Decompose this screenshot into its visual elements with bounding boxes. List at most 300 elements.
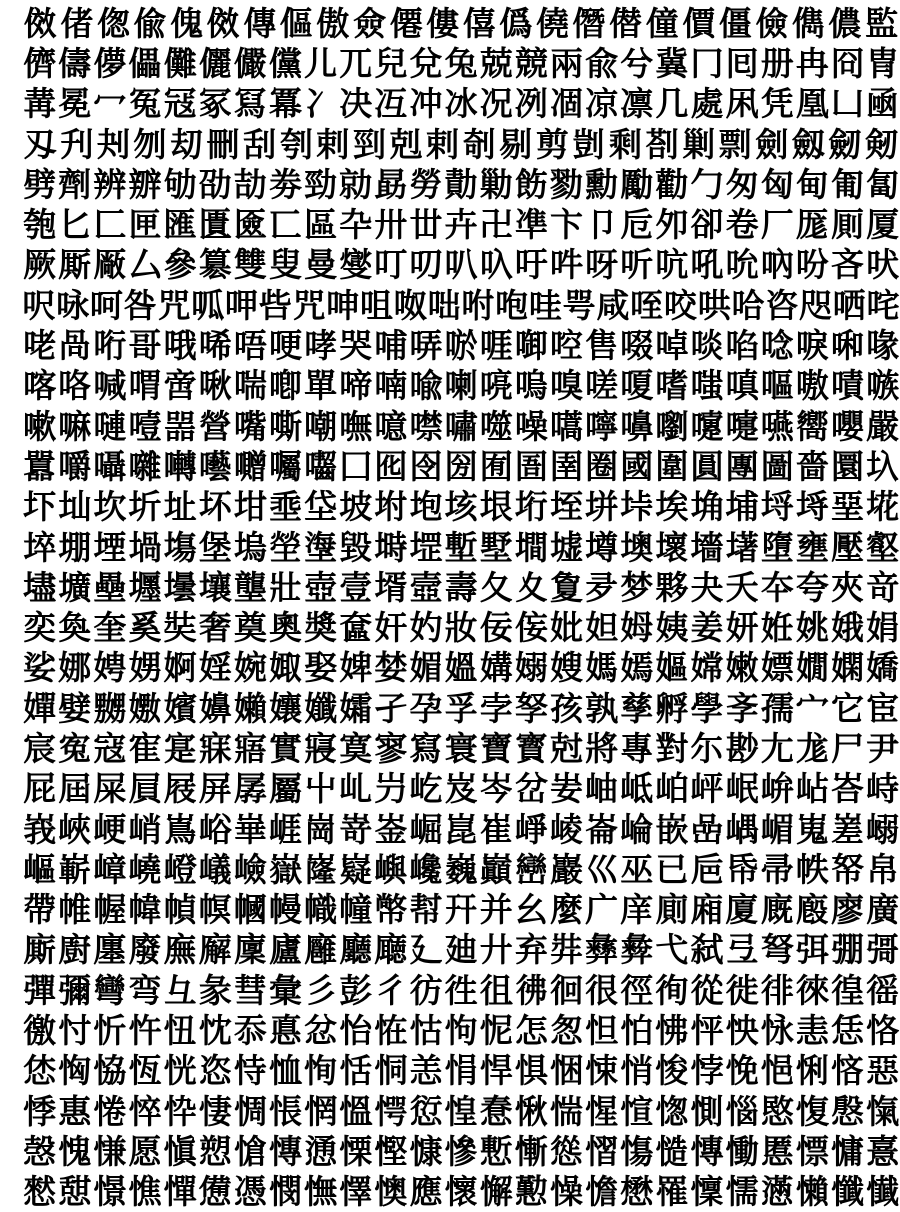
glyph-cell: 廂 [690, 890, 724, 930]
glyph-cell: 刎 [133, 124, 167, 164]
glyph-cell: 囈 [198, 446, 232, 486]
glyph-cell: 儺 [163, 43, 197, 83]
glyph-cell: 囀 [163, 446, 197, 486]
glyph-cell: 廱 [304, 930, 338, 970]
glyph-cell: 厠 [830, 205, 864, 245]
glyph-cell: 喩 [409, 366, 443, 406]
glyph-cell: 嚏 [725, 406, 759, 446]
glyph-cell: 競 [514, 43, 548, 83]
glyph-cell: 勦 [479, 164, 513, 204]
glyph-cell: 广 [585, 890, 619, 930]
glyph-cell: 嫂 [549, 648, 583, 688]
glyph-cell: 壙 [58, 567, 92, 607]
glyph-cell: 惻 [690, 1091, 724, 1131]
glyph-cell: 奢 [198, 608, 232, 648]
glyph-cell: 嗽 [23, 406, 57, 446]
glyph-cell: 懦 [725, 1172, 759, 1212]
glyph-cell: 寔 [163, 728, 197, 768]
glyph-cell: 傚 [23, 3, 57, 43]
glyph-cell: 匳 [233, 205, 267, 245]
glyph-cell: 妍 [725, 608, 759, 648]
glyph-cell: 夘 [655, 205, 689, 245]
glyph-cell: 剴 [572, 124, 606, 164]
glyph-cell: 岶 [655, 769, 689, 809]
glyph-cell: 傲 [316, 3, 350, 43]
glyph-cell: 愬 [198, 1131, 232, 1171]
glyph-cell: 娜 [58, 648, 92, 688]
glyph-cell: 喙 [866, 326, 900, 366]
glyph-cell: 塋 [268, 527, 302, 567]
glyph-cell: 憇 [58, 1172, 92, 1212]
glyph-cell: 雙 [233, 245, 267, 285]
glyph-cell: 忻 [93, 1011, 127, 1051]
glyph-cell: 忿 [304, 1011, 338, 1051]
glyph-cell: 屮 [304, 769, 338, 809]
glyph-cell: 廐 [760, 890, 794, 930]
glyph-cell: 嘸 [339, 406, 373, 446]
glyph-cell: 岌 [444, 769, 478, 809]
glyph-cell: 飭 [514, 164, 548, 204]
glyph-cell: 帚 [760, 849, 794, 889]
glyph-cell: 墸 [725, 527, 759, 567]
glyph-cell: 悒 [760, 1051, 794, 1091]
glyph-cell: 壤 [198, 567, 232, 607]
glyph-cell: 冀 [655, 43, 689, 83]
glyph-cell: 僉 [352, 3, 386, 43]
glyph-cell: 儁 [791, 3, 825, 43]
glyph-row [0, 769, 900, 809]
glyph-cell: 哈 [731, 285, 765, 325]
glyph-cell: 兔 [444, 43, 478, 83]
glyph-cell: 劒 [828, 124, 862, 164]
glyph-cell: 彎 [93, 970, 127, 1010]
glyph-cell: 埃 [655, 487, 689, 527]
glyph-cell: 娑 [23, 648, 57, 688]
glyph-cell: 屹 [409, 769, 443, 809]
glyph-cell: 庠 [620, 890, 654, 930]
glyph-cell: 崕 [268, 809, 302, 849]
glyph-cell: 剔 [499, 124, 533, 164]
glyph-cell: 冏 [830, 43, 864, 83]
glyph-cell: 嬾 [233, 688, 267, 728]
glyph-cell: 怐 [444, 1011, 478, 1051]
glyph-cell: 兩 [549, 43, 583, 83]
glyph-cell: 媚 [409, 648, 443, 688]
glyph-row [0, 970, 900, 1010]
glyph-cell: 愀 [514, 1091, 548, 1131]
glyph-cell: 屏 [198, 769, 232, 809]
glyph-cell: 恃 [233, 1051, 267, 1091]
glyph-cell: 剄 [352, 124, 386, 164]
glyph-cell: 彝 [585, 930, 619, 970]
glyph-cell: 匸 [268, 205, 302, 245]
glyph-cell: 咏 [56, 285, 90, 325]
glyph-cell: 廈 [725, 890, 759, 930]
glyph-cell: 廣 [866, 890, 900, 930]
glyph-cell: 尢 [760, 728, 794, 768]
glyph-cell: 僭 [572, 3, 606, 43]
glyph-cell: 幇 [409, 890, 443, 930]
glyph-cell: 奸 [374, 608, 408, 648]
glyph-cell: 孺 [760, 688, 794, 728]
glyph-cell: 嚼 [58, 446, 92, 486]
glyph-cell: 喃 [374, 366, 408, 406]
glyph-cell: 嚶 [830, 406, 864, 446]
glyph-cell: 壟 [233, 567, 267, 607]
glyph-cell: 娚 [128, 648, 162, 688]
glyph-cell: 咬 [663, 285, 697, 325]
glyph-cell: 嫖 [760, 648, 794, 688]
glyph-cell: 毀 [339, 527, 373, 567]
glyph-cell: 寥 [374, 728, 408, 768]
glyph-cell: 囹 [409, 446, 443, 486]
glyph-cell: 囑 [268, 446, 302, 486]
glyph-cell: 岻 [620, 769, 654, 809]
glyph-cell: 孀 [339, 688, 373, 728]
glyph-cell: 坡 [339, 487, 373, 527]
glyph-cell: 偬 [96, 3, 130, 43]
glyph-cell: 墹 [514, 527, 548, 567]
glyph-cell: 岑 [479, 769, 513, 809]
glyph-cell: 夸 [795, 567, 829, 607]
glyph-cell: 冱 [374, 84, 408, 124]
glyph-cell: 懺 [830, 1172, 864, 1212]
glyph-cell: 恍 [163, 1051, 197, 1091]
glyph-cell: 嗷 [795, 366, 829, 406]
glyph-cell: 悗 [725, 1051, 759, 1091]
glyph-cell: 剪 [535, 124, 569, 164]
glyph-cell: 咒 [157, 285, 191, 325]
glyph-cell: 埆 [690, 487, 724, 527]
glyph-cell: 寳 [514, 728, 548, 768]
glyph-cell: 嬶 [198, 688, 232, 728]
glyph-cell: 勣 [444, 164, 478, 204]
glyph-cell: 幀 [163, 890, 197, 930]
glyph-cell: 懈 [479, 1172, 513, 1212]
glyph-cell: 壘 [93, 567, 127, 607]
glyph-cell: 峩 [23, 809, 57, 849]
glyph-cell: 簒 [198, 245, 232, 285]
glyph-cell: 悚 [585, 1051, 619, 1091]
glyph-cell: 呱 [191, 285, 225, 325]
glyph-cell: 堽 [409, 527, 443, 567]
glyph-cell: 恬 [339, 1051, 373, 1091]
glyph-cell: 慟 [725, 1131, 759, 1171]
glyph-cell: 兪 [585, 43, 619, 83]
glyph-cell: 參 [163, 245, 197, 285]
glyph-cell: 彁 [866, 930, 900, 970]
glyph-cell: 冢 [198, 84, 232, 124]
glyph-cell: 刄 [23, 124, 57, 164]
glyph-cell: 嶬 [198, 849, 232, 889]
glyph-cell: 姚 [795, 608, 829, 648]
glyph-cell: 廸 [444, 930, 478, 970]
glyph-cell: 壽 [444, 567, 478, 607]
glyph-row [0, 43, 900, 83]
glyph-cell: 圖 [760, 446, 794, 486]
glyph-cell: 實 [268, 728, 302, 768]
glyph-cell: 尨 [795, 728, 829, 768]
glyph-cell: 嵒 [690, 809, 724, 849]
glyph-cell: 崗 [304, 809, 338, 849]
glyph-cell: 呶 [393, 285, 427, 325]
glyph-row [0, 1091, 900, 1131]
glyph-cell: 傳 [243, 3, 277, 43]
glyph-cell: 廖 [830, 890, 864, 930]
glyph-cell: 哮 [304, 326, 338, 366]
glyph-cell: 剽 [718, 124, 752, 164]
glyph-cell: 卍 [479, 205, 513, 245]
glyph-row [0, 890, 900, 930]
glyph-cell: 壼 [409, 567, 443, 607]
glyph-cell: 監 [865, 3, 899, 43]
glyph-cell: 慱 [268, 1131, 302, 1171]
glyph-cell: 恤 [268, 1051, 302, 1091]
glyph-cell: 埒 [760, 487, 794, 527]
glyph-cell: 嶐 [304, 849, 338, 889]
glyph-cell: 儉 [755, 3, 789, 43]
glyph-cell: 夥 [655, 567, 689, 607]
glyph-cell: 呀 [585, 245, 619, 285]
glyph-cell: 懶 [795, 1172, 829, 1212]
glyph-cell: 厂 [760, 205, 794, 245]
glyph-cell: 妲 [585, 608, 619, 648]
glyph-row [0, 406, 900, 446]
glyph-cell: 慊 [93, 1131, 127, 1171]
glyph-cell: 徼 [23, 1011, 57, 1051]
glyph-cell: 堡 [198, 527, 232, 567]
glyph-cell: 懷 [444, 1172, 478, 1212]
glyph-cell: 恣 [198, 1051, 232, 1091]
glyph-cell: 叮 [374, 245, 408, 285]
glyph-cell: 崋 [233, 809, 267, 849]
glyph-cell: 孩 [549, 688, 583, 728]
glyph-cell: 凭 [760, 84, 794, 124]
glyph-cell: 廝 [23, 930, 57, 970]
glyph-cell: 嫣 [620, 648, 654, 688]
glyph-cell: 壗 [23, 567, 57, 607]
glyph-cell: 惶 [444, 1091, 478, 1131]
glyph-cell: 厰 [93, 245, 127, 285]
glyph-cell: 咫 [798, 285, 832, 325]
glyph-cell: 崙 [585, 809, 619, 849]
glyph-cell: 吁 [514, 245, 548, 285]
glyph-cell: 嘖 [830, 366, 864, 406]
glyph-cell: 崑 [444, 809, 478, 849]
glyph-cell: 憺 [585, 1172, 619, 1212]
glyph-cell: 娉 [93, 648, 127, 688]
glyph-cell: 噐 [163, 406, 197, 446]
glyph-cell: 啜 [620, 326, 654, 366]
glyph-cell: 囎 [233, 446, 267, 486]
glyph-cell: 僞 [499, 3, 533, 43]
glyph-cell: 懍 [690, 1172, 724, 1212]
glyph-cell: 怺 [760, 1011, 794, 1051]
glyph-cell: 巉 [409, 849, 443, 889]
glyph-row [0, 1010, 900, 1050]
glyph-cell: 恂 [304, 1051, 338, 1091]
glyph-cell: 咸 [596, 285, 630, 325]
glyph-cell: 惱 [725, 1091, 759, 1131]
glyph-cell: 嫩 [725, 648, 759, 688]
glyph-cell: 吠 [866, 245, 900, 285]
glyph-cell: 嵶 [866, 809, 900, 849]
glyph-cell: 很 [585, 970, 619, 1010]
glyph-cell: 懣 [760, 1172, 794, 1212]
glyph-cell: 咢 [562, 285, 596, 325]
glyph-cell: 偖 [60, 3, 94, 43]
glyph-cell: 憮 [304, 1172, 338, 1212]
glyph-cell: 儷 [198, 43, 232, 83]
glyph-cell: 嚠 [655, 406, 689, 446]
glyph-cell: 奬 [304, 608, 338, 648]
glyph-cell: 岼 [690, 769, 724, 809]
glyph-cell: 憔 [128, 1172, 162, 1212]
glyph-cell: 幄 [93, 890, 127, 930]
glyph-cell: 愧 [58, 1131, 92, 1171]
glyph-cell: 慴 [585, 1131, 619, 1171]
glyph-cell: 嶮 [233, 849, 267, 889]
glyph-cell: 帙 [795, 849, 829, 889]
glyph-cell: 廏 [795, 890, 829, 930]
glyph-cell: 咤 [866, 285, 900, 325]
glyph-cell: 呰 [258, 285, 292, 325]
glyph-cell: 兮 [620, 43, 654, 83]
glyph-cell: 廁 [655, 890, 689, 930]
glyph-cell: 凾 [866, 84, 900, 124]
glyph-cell: 夬 [690, 567, 724, 607]
glyph-cell: 媽 [585, 648, 619, 688]
glyph-cell: 彖 [198, 970, 232, 1010]
glyph-cell: 慳 [374, 1131, 408, 1171]
glyph-cell: 冪 [268, 84, 302, 124]
glyph-cell: 孱 [233, 769, 267, 809]
glyph-cell: 匐 [866, 164, 900, 204]
glyph-cell: 吝 [830, 245, 864, 285]
glyph-cell: 妝 [444, 608, 478, 648]
glyph-cell: 厥 [23, 245, 57, 285]
glyph-cell: 崔 [479, 809, 513, 849]
glyph-cell: 崘 [620, 809, 654, 849]
glyph-cell: 冤 [128, 84, 162, 124]
glyph-cell: 嵳 [830, 809, 864, 849]
glyph-cell: 愍 [760, 1091, 794, 1131]
glyph-cell: 岔 [514, 769, 548, 809]
glyph-cell: 劵 [268, 164, 302, 204]
glyph-cell: 慵 [830, 1131, 864, 1171]
glyph-cell: 冰 [444, 84, 478, 124]
glyph-cell: 劍 [755, 124, 789, 164]
glyph-cell: 慓 [795, 1131, 829, 1171]
glyph-cell: 哄 [697, 285, 731, 325]
glyph-cell: 孃 [268, 688, 302, 728]
glyph-cell: 幗 [233, 890, 267, 930]
glyph-cell: 屓 [128, 769, 162, 809]
glyph-cell: 寶 [479, 728, 513, 768]
glyph-cell: 奐 [58, 608, 92, 648]
glyph-cell: 妛 [549, 769, 583, 809]
glyph-cell: 喟 [128, 366, 162, 406]
glyph-cell: 劈 [23, 164, 57, 204]
glyph-cell: 厮 [58, 245, 92, 285]
glyph-cell: 峽 [58, 809, 92, 849]
glyph-cell: 圍 [655, 446, 689, 486]
glyph-row [0, 245, 900, 285]
glyph-cell: 咨 [765, 285, 799, 325]
glyph-cell: 垓 [444, 487, 478, 527]
glyph-cell: 嚮 [795, 406, 829, 446]
glyph-cell: 徭 [866, 970, 900, 1010]
glyph-cell: 婀 [163, 648, 197, 688]
glyph-cell: 壥 [128, 567, 162, 607]
glyph-cell: 怩 [479, 1011, 513, 1051]
glyph-cell: 崟 [374, 809, 408, 849]
glyph-cell: 剳 [645, 124, 679, 164]
glyph-cell: 恟 [58, 1051, 92, 1091]
glyph-cell: 姆 [620, 608, 654, 648]
glyph-cell: 呻 [326, 285, 360, 325]
glyph-cell: 屶 [374, 769, 408, 809]
glyph-cell: 尸 [830, 728, 864, 768]
glyph-cell: 嶽 [268, 849, 302, 889]
glyph-cell: 凅 [549, 84, 583, 124]
glyph-cell: 徙 [725, 970, 759, 1010]
glyph-cell: 嗅 [549, 366, 583, 406]
glyph-cell: 廨 [198, 930, 232, 970]
glyph-cell: 弭 [795, 930, 829, 970]
glyph-cell: 慷 [409, 1131, 443, 1171]
glyph-cell: 吶 [760, 245, 794, 285]
glyph-cell: 垰 [620, 487, 654, 527]
glyph-cell: 叭 [444, 245, 478, 285]
glyph-cell: 儼 [233, 43, 267, 83]
glyph-cell: 岾 [795, 769, 829, 809]
glyph-cell: 啌 [549, 326, 583, 366]
glyph-cell: 勁 [304, 164, 338, 204]
glyph-cell: 寉 [128, 728, 162, 768]
glyph-cell: 嗾 [866, 366, 900, 406]
glyph-cell: 愼 [163, 1131, 197, 1171]
glyph-cell: 夊 [514, 567, 548, 607]
glyph-cell: 幟 [304, 890, 338, 930]
glyph-cell: 悸 [23, 1091, 57, 1131]
glyph-cell: 匍 [830, 164, 864, 204]
glyph-cell: 幢 [339, 890, 373, 930]
glyph-cell: 圷 [23, 487, 57, 527]
glyph-cell: 噤 [409, 406, 443, 446]
glyph-cell: 叟 [268, 245, 302, 285]
glyph-cell: 娟 [866, 608, 900, 648]
glyph-cell: 嶢 [128, 849, 162, 889]
glyph-cell: 嬪 [163, 688, 197, 728]
glyph-cell: 嘛 [58, 406, 92, 446]
glyph-cell: 埔 [725, 487, 759, 527]
glyph-cell: 宦 [866, 688, 900, 728]
glyph-cell: 惠 [58, 1091, 92, 1131]
glyph-cell: 堙 [93, 527, 127, 567]
glyph-cell: 噫 [374, 406, 408, 446]
glyph-cell: 冕 [58, 84, 92, 124]
glyph-cell: 惓 [93, 1091, 127, 1131]
glyph-cell: 岷 [725, 769, 759, 809]
glyph-cell: 憬 [93, 1172, 127, 1212]
glyph-cell: 恁 [830, 1011, 864, 1051]
glyph-cell: 垈 [304, 487, 338, 527]
glyph-cell: 呷 [224, 285, 258, 325]
glyph-cell: 唏 [198, 326, 232, 366]
glyph-cell: 悛 [655, 1051, 689, 1091]
glyph-cell: 憚 [163, 1172, 197, 1212]
